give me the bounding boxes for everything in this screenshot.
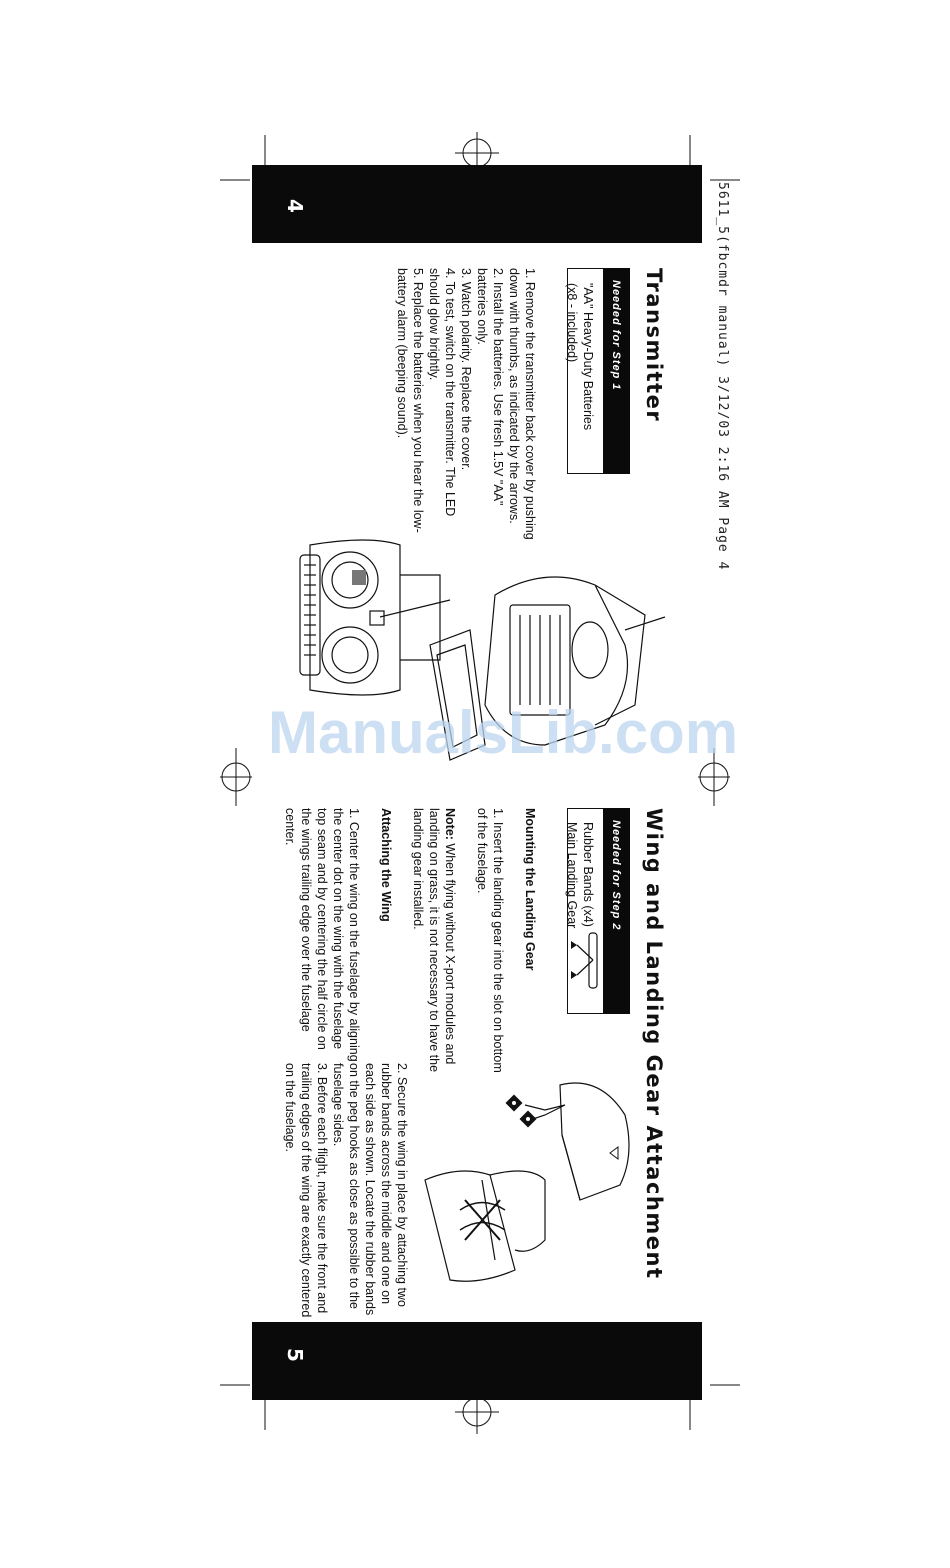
note-line-3: landing gear installed. [411,808,425,930]
needed-step2-label: Needed for Step 2 [610,820,622,931]
transmitter-step-line: 5. Replace the batteries when you hear the low- [411,268,425,533]
attach-step-line: center. [283,808,297,846]
print-header: 5611_5(fbcmdr manual) 3/12/03 2:16 AM Page 4 [715,182,730,571]
page-number-left: 4 [283,199,307,213]
page-bar-top [252,165,702,243]
attach-step-line: on the peg hooks as close as possible to the [347,1063,361,1309]
attach-step-line: 2. Secure the wing in place by attaching two [395,1063,409,1307]
transmitter-step-line: batteries only. [475,268,489,345]
note-text-1: When flying without X-port modules and [443,839,457,1065]
mounting-heading: Mounting the Landing Gear [523,808,537,971]
needed-step1-item-1: "AA" Heavy-Duty Batteries [581,283,595,431]
mounting-step-line: of the fuselage. [475,808,489,894]
transmitter-step-line: 3. Watch polarity. Replace the cover. [459,268,473,471]
needed-step1-item-2: (x8 - included) [565,283,579,363]
wing-title: Wing and Landing Gear Attachment [642,808,666,1280]
attach-step-line: fuselage sides. [331,1063,345,1147]
attach-step-line: the center dot on the wing with the fuselage [331,808,345,1050]
note-line-1 [441,808,459,1064]
transmitter-title: Transmitter [642,268,666,423]
attach-step-line: on the fuselage. [283,1063,297,1152]
needed-step1-label: Needed for Step 1 [610,280,622,391]
transmitter-step-line: down with thumbs, as indicated by the arrows. [507,268,521,524]
note-line-2: landing on grass, it is not necessary to have the [427,808,441,1073]
landing-gear-illustration [567,925,607,995]
attach-step-line: 3. Before each flight, make sure the front and [315,1063,329,1314]
mounting-step-line: 1. Insert the landing gear into the slot on bottom [491,808,505,1073]
page-number-right: 5 [283,1348,307,1362]
note-label: Note: [443,808,457,840]
transmitter-step-line: 4. To test, switch on the transmitter. The LED [443,268,457,517]
attach-step-line: each side as shown. Locate the rubber bands [363,1063,377,1316]
attach-step-line: 1. Center the wing on the fuselage by aligning [347,808,361,1062]
attach-step-line: top seam and by centering the half circle on [315,808,329,1050]
transmitter-step-line: 1. Remove the transmitter back cover by pushing [523,268,537,540]
page-bar-bottom [252,1322,702,1400]
needed-step1-header [603,268,630,474]
needed-step2-header [603,808,630,1014]
transmitter-step-line: 2. Install the batteries. Use fresh 1.5V "AA" [491,268,505,506]
transmitter-step-line: should glow brightly. [427,268,441,381]
wing-rubber-bands-illustration [420,1160,555,1290]
attach-step-line: the wings trailing edge over the fuselage [299,808,313,1032]
attach-heading: Attaching the Wing [379,808,393,922]
needed-step2-item-1: Rubber Bands (x4) [581,822,595,927]
needed-step2-item-2: Main Landing Gear [565,822,579,929]
attach-step-line: rubber bands across the middle and one on [379,1063,393,1305]
manualslib-watermark: ManualsLib.com [268,699,739,766]
transmitter-step-line: battery alarm (beeping sound). [395,268,409,439]
attach-step-line: trailing edges of the wing are exactly centered [299,1063,313,1318]
